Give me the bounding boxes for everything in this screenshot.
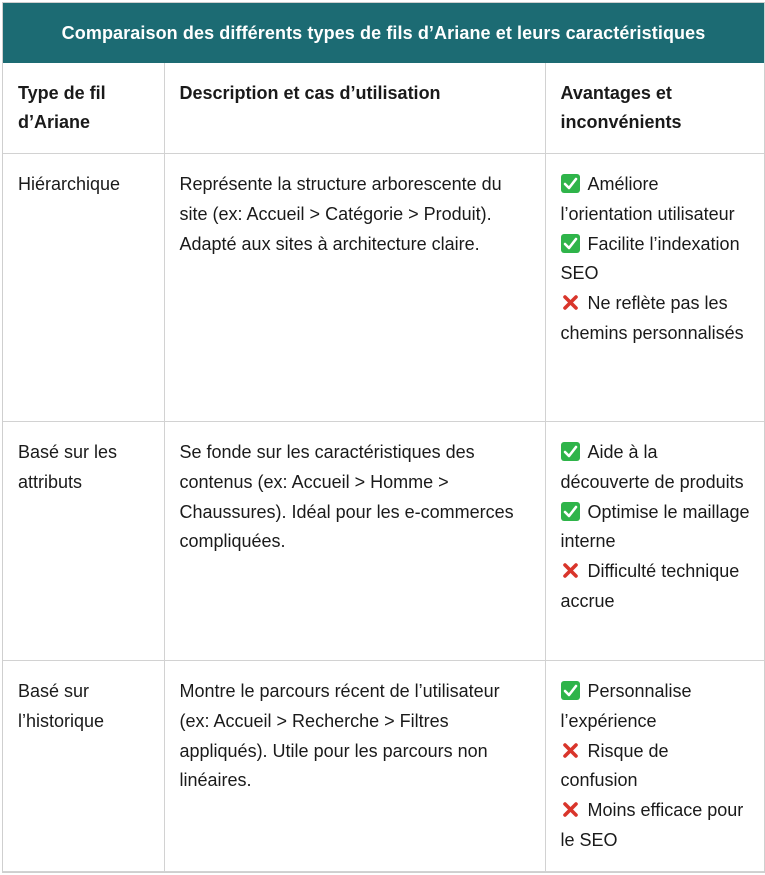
item-text: Personnalise l’expérience <box>560 681 692 731</box>
item-text: Aide à la découverte de produits <box>560 442 744 492</box>
item-text: Risque de confusion <box>560 740 669 791</box>
check-icon <box>561 502 580 521</box>
item-text: Moins efficace pour le SEO <box>560 800 744 850</box>
header-row <box>3 63 764 154</box>
cross-icon <box>561 560 580 579</box>
comparison-table-container <box>2 2 765 873</box>
item-text: Difficulté technique accrue <box>560 561 740 611</box>
table-row <box>3 422 764 661</box>
con-item <box>561 737 751 797</box>
item-text: Optimise le maillage interne <box>560 501 750 552</box>
pros-cons-cell <box>545 661 764 872</box>
table-row <box>3 154 764 422</box>
pro-item <box>561 170 751 230</box>
description-cell: Montre le parcours récent de l’utilisateur (ex: Accueil > Recherche > Filtres appliqués). Utile pour les parcours non linéaires. <box>164 661 545 872</box>
check-icon <box>561 234 580 253</box>
check-icon <box>561 174 580 193</box>
type-cell: Basé sur les attributs <box>3 422 164 661</box>
cross-icon <box>561 292 580 311</box>
pros-cons-cell <box>545 154 764 422</box>
header-pros-cons: Avantages et inconvénients <box>545 63 764 154</box>
type-cell: Hiérarchique <box>3 154 164 422</box>
item-text: Améliore l’orientation utilisateur <box>560 174 735 224</box>
pros-cons-cell <box>545 422 764 661</box>
check-icon <box>561 442 580 461</box>
pro-item <box>561 438 751 498</box>
type-cell: Basé sur l’historique <box>3 661 164 872</box>
cross-icon <box>561 799 580 818</box>
item-text: Facilite l’indexation SEO <box>560 233 740 284</box>
con-item <box>561 796 751 856</box>
description-cell: Se fonde sur les caractéristiques des contenus (ex: Accueil > Homme > Chaussures). Idéal pour les e-commerces compliquées. <box>164 422 545 661</box>
pro-item <box>561 677 751 737</box>
comparison-table <box>3 63 764 872</box>
con-item <box>561 289 751 349</box>
check-icon <box>561 681 580 700</box>
pro-item <box>561 230 751 290</box>
cross-icon <box>561 740 580 759</box>
description-cell: Représente la structure arborescente du site (ex: Accueil > Catégorie > Produit). Adapté aux sites à architecture claire. <box>164 154 545 422</box>
table-row <box>3 661 764 872</box>
con-item <box>561 557 751 617</box>
pro-item <box>561 498 751 558</box>
table-title: Comparaison des différents types de fils d’Ariane et leurs caractéristiques <box>3 3 764 63</box>
header-description: Description et cas d’utilisation <box>164 63 545 154</box>
header-type: Type de fil d’Ariane <box>3 63 164 154</box>
item-text: Ne reflète pas les chemins personnalisés <box>560 293 744 343</box>
